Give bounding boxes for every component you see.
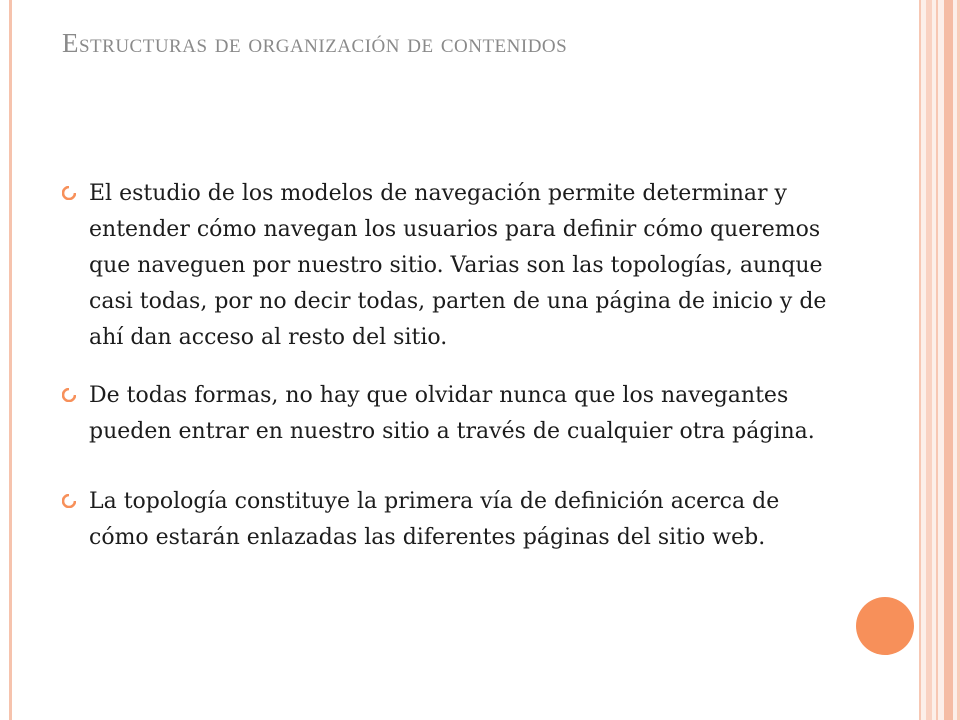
bullet-list xyxy=(62,176,832,556)
stripe xyxy=(919,0,921,720)
ring-bullet-icon xyxy=(62,494,76,508)
stripe xyxy=(944,0,953,720)
accent-circle xyxy=(856,597,914,655)
stripe xyxy=(926,0,932,720)
bullet-text: De todas formas, no hay que olvidar nunca que los navegantes pueden entrar en nuestro sitio a través de cualquier otra página. xyxy=(89,383,815,444)
bullet-text: El estudio de los modelos de navegación permite determinar y entender cómo navegan los usuarios para definir cómo queremos que naveguen por nuestro sitio. Varias son las topologías, aunque casi todas, por no decir todas, parten de una página de inicio y de ahí dan acceso al resto del sitio. xyxy=(89,181,827,350)
left-border-decoration xyxy=(9,0,12,720)
bullet-item xyxy=(62,378,832,450)
stripe xyxy=(936,0,938,720)
slide-title: Estructuras de organización de contenidos xyxy=(62,28,568,58)
ring-bullet-icon xyxy=(62,186,76,200)
bullet-item xyxy=(62,484,832,556)
ring-bullet-icon xyxy=(62,388,76,402)
bullet-item xyxy=(62,176,832,356)
bullet-text: La topología constituye la primera vía de definición acerca de cómo estarán enlazadas las diferentes páginas del sitio web. xyxy=(89,489,780,550)
